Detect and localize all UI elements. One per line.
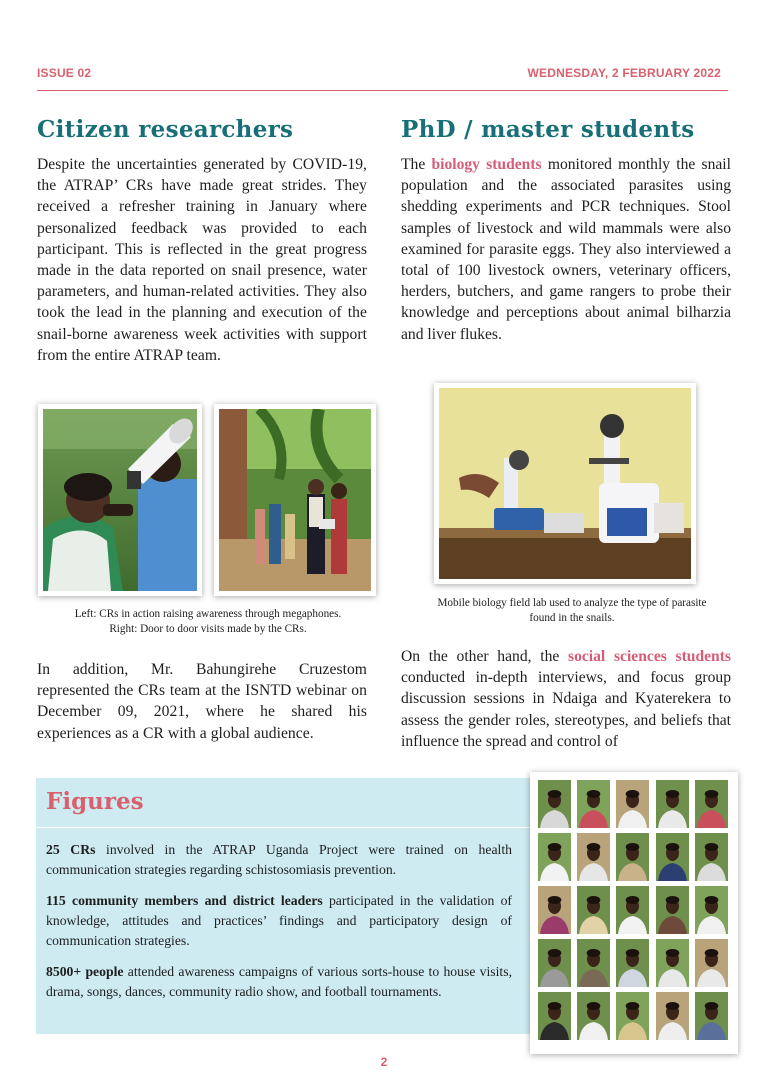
figure-item-2-bold: 115 community members and district leaders xyxy=(46,893,323,908)
figure-item-1-bold: 25 CRs xyxy=(46,842,96,857)
field-lab-photo xyxy=(434,383,696,584)
cr-photos-caption xyxy=(38,607,378,637)
cr-portrait xyxy=(695,939,728,987)
biology-para-post: monitored monthly the snail population and the associated parasites using shedding experiments and PCR techniques. Stool samples of livestock and wild mammals were also examined for parasite eggs. They also interviewed a total of 100 livestock owners, veterinary officers, herders, butchers, and game rangers to probe their knowledge and perceptions about animal bilharzia and liver flukes. xyxy=(401,156,731,343)
cr-portrait xyxy=(616,833,649,881)
cr-portrait xyxy=(577,833,610,881)
cr-portrait xyxy=(616,939,649,987)
cr-portrait xyxy=(538,992,571,1040)
megaphone-photo-image xyxy=(43,409,197,591)
cr-portrait xyxy=(695,833,728,881)
door-to-door-photo-image xyxy=(219,409,371,591)
citizen-researchers-paragraph: Despite the uncertainties generated by COVID-19, the ATRAP’ CRs have made great strides. They received a refresher training in January where personalized feedback was provided to each participant. This is reflected in the great progress made in the data reported on snail presence, water parameters, and human-related activities. They also took the lead in the planning and execution of the snail-borne awareness week activities with support from the entire ATRAP team. xyxy=(37,156,367,364)
cr-portrait xyxy=(656,939,689,987)
field-lab-caption-line1: Mobile biology field lab used to analyze the type of parasite xyxy=(437,597,707,609)
cr-portrait xyxy=(695,886,728,934)
megaphone-photo xyxy=(38,404,202,596)
social-sciences-paragraph xyxy=(401,646,731,752)
cr-portrait xyxy=(538,939,571,987)
cr-portrait xyxy=(695,780,728,828)
social-para-post: conducted in-depth interviews, and focus group discussion sessions in Ndaiga and Kyaterekera to assess the gender roles, stereotypes, and beliefs that influence the spread and control of xyxy=(401,669,731,750)
cr-portrait xyxy=(616,780,649,828)
cr-photos-caption-line1: Left: CRs in action raising awareness through megaphones. xyxy=(74,608,342,620)
cr-portrait xyxy=(616,992,649,1040)
figures-divider xyxy=(36,827,532,828)
cr-portrait xyxy=(656,833,689,881)
figure-item-2-text: participated in the validation of knowledge, attitudes and practices’ findings and participatory design of communication strategies. xyxy=(46,893,512,948)
figures-heading: Figures xyxy=(46,788,144,815)
page-number: 2 xyxy=(380,1055,388,1069)
cr-portrait xyxy=(577,939,610,987)
cr-portrait xyxy=(538,833,571,881)
header-divider xyxy=(37,90,728,91)
field-lab-caption-line2: found in the snails. xyxy=(529,612,615,624)
isntd-webinar-paragraph: In addition, Mr. Bahungirehe Cruzestom represented the CRs team at the ISNTD webinar on December 09, 2021, where he shared his experiences as a CR with a global audience. xyxy=(37,661,367,742)
cr-portrait xyxy=(616,886,649,934)
cr-photos-caption-line2: Right: Door to door visits made by the CRs. xyxy=(109,623,307,635)
cr-portrait xyxy=(656,886,689,934)
social-sciences-highlight: social sciences students xyxy=(568,648,731,665)
issue-date: WEDNESDAY, 2 FEBRUARY 2022 xyxy=(527,66,721,80)
phd-master-students-heading: PhD / master students xyxy=(401,116,695,143)
citizen-researchers-heading: Citizen researchers xyxy=(37,116,294,143)
biology-students-paragraph xyxy=(401,154,731,345)
biology-students-highlight: biology students xyxy=(431,156,542,173)
door-to-door-photo xyxy=(214,404,376,596)
cr-portrait xyxy=(577,886,610,934)
cr-portrait-grid xyxy=(530,772,738,1054)
biology-para-pre: The xyxy=(401,156,432,173)
cr-portrait xyxy=(656,780,689,828)
figure-item-crs-trained xyxy=(46,840,512,880)
figure-item-community-members xyxy=(46,891,512,951)
figure-item-people-attended xyxy=(46,962,512,1002)
social-para-pre: On the other hand, the xyxy=(401,648,569,665)
cr-portrait xyxy=(695,992,728,1040)
figure-item-3-text: attended awareness campaigns of various sorts-house to house visits, drama, songs, dances, community radio show, and football tournaments. xyxy=(46,964,512,999)
cr-portrait xyxy=(577,992,610,1040)
issue-label: ISSUE 02 xyxy=(37,66,92,80)
cr-portrait xyxy=(538,780,571,828)
field-lab-caption xyxy=(404,596,740,626)
cr-portrait xyxy=(538,886,571,934)
cr-portrait xyxy=(656,992,689,1040)
figure-item-1-text: involved in the ATRAP Uganda Project were trained on health communication strategies regarding schistosomiasis prevention. xyxy=(46,842,512,877)
figure-item-3-bold: 8500+ people xyxy=(46,964,124,979)
cr-portrait xyxy=(577,780,610,828)
field-lab-photo-image xyxy=(439,388,691,579)
